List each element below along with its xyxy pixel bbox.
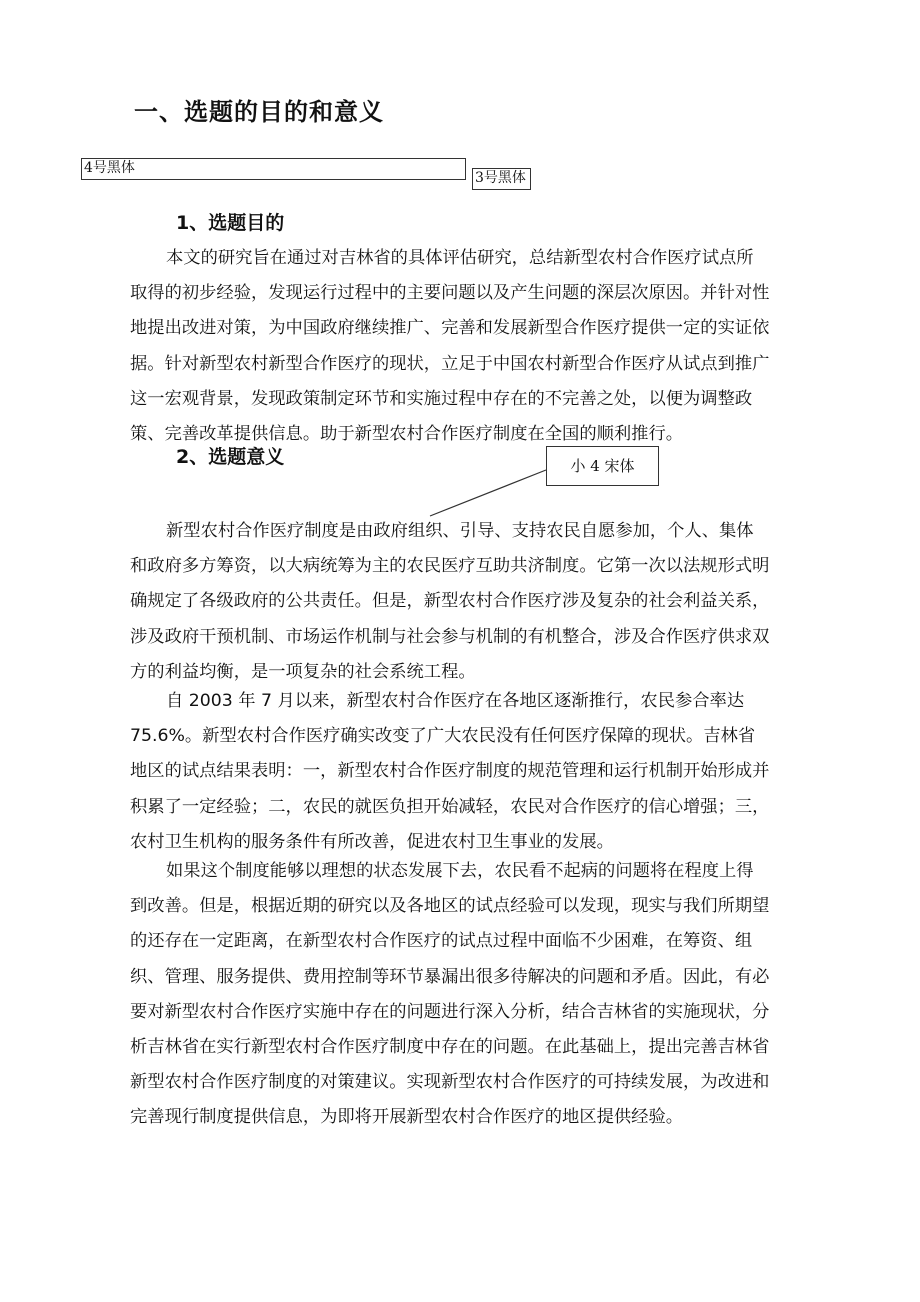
- section2-paragraph-1: 新型农村合作医疗制度是由政府组织、引导、支持农民自愿参加，个人、集体和政府多方筹资，以大病统筹为主的农民医疗互助共济制度。它第一次以法规形式明确规定了各级政府的公共责任。但是，新型农村合作医疗涉及复杂的社会利益关系，涉及政府干预机制、市场运作机制与社会参与机制的有机整合，涉及合作医疗供求双方的利益均衡，是一项复杂的社会系统工程。: [130, 521, 770, 682]
- page-title: 一、选题的目的和意义: [134, 98, 384, 126]
- font-annotation-title: 4号黑体: [81, 158, 466, 180]
- section1-paragraph: 本文的研究旨在通过对吉林省的具体评估研究，总结新型农村合作医疗试点所取得的初步经验，发现运行过程中的主要问题以及产生问题的深层次原因。并针对性地提出改进对策，为中国政府继续推广、完善和发展新型合作医疗提供一定的实证依据。针对新型农村新型合作医疗的现状，立足于中国农村新型合作医疗从试点到推广这一宏观背景，发现政策制定环节和实施过程中存在的不完善之处，以便为调整政策、完善改革提供信息。助于新型农村合作医疗制度在全国的顺利推行。: [130, 248, 770, 445]
- font-annotation-body: 小 4 宋体: [546, 446, 659, 486]
- section2-paragraph-3: 如果这个制度能够以理想的状态发展下去，农民看不起病的问题将在程度上得到改善。但是，根据近期的研究以及各地区的试点经验可以发现，现实与我们所期望的还存在一定距离，在新型农村合作医疗的试点过程中面临不少困难，在筹资、组织、管理、服务提供、费用控制等环节暴漏出很多待解决的问题和矛盾。因此，有必要对新型农村合作医疗实施中存在的问题进行深入分析，结合吉林省的实施现状，分析吉林省在实行新型农村合作医疗制度中存在的问题。在此基础上，提出完善吉林省新型农村合作医疗制度的对策建议。实现新型农村合作医疗的可持续发展，为改进和完善现行制度提供信息，为即将开展新型农村合作医疗的地区提供经验。: [130, 861, 770, 1128]
- font-annotation-heading: 3号黑体: [472, 168, 531, 190]
- leader-line: [430, 470, 546, 516]
- section2-paragraph-2: 自 2003 年 7 月以来，新型农村合作医疗在各地区逐渐推行，农民参合率达 75.6%。新型农村合作医疗确实改变了广大农民没有任何医疗保障的现状。吉林省地区的试点结果表明：一，新型农村合作医疗制度的规范管理和运行机制开始形成并积累了一定经验；二，农民的就医负担开始减轻，农民对合作医疗的信心增强；三，农村卫生机构的服务条件有所改善，促进农村卫生事业的发展。: [130, 691, 770, 852]
- section2-heading: 2、选题意义: [176, 446, 285, 468]
- section1-heading: 1、选题目的: [176, 212, 285, 234]
